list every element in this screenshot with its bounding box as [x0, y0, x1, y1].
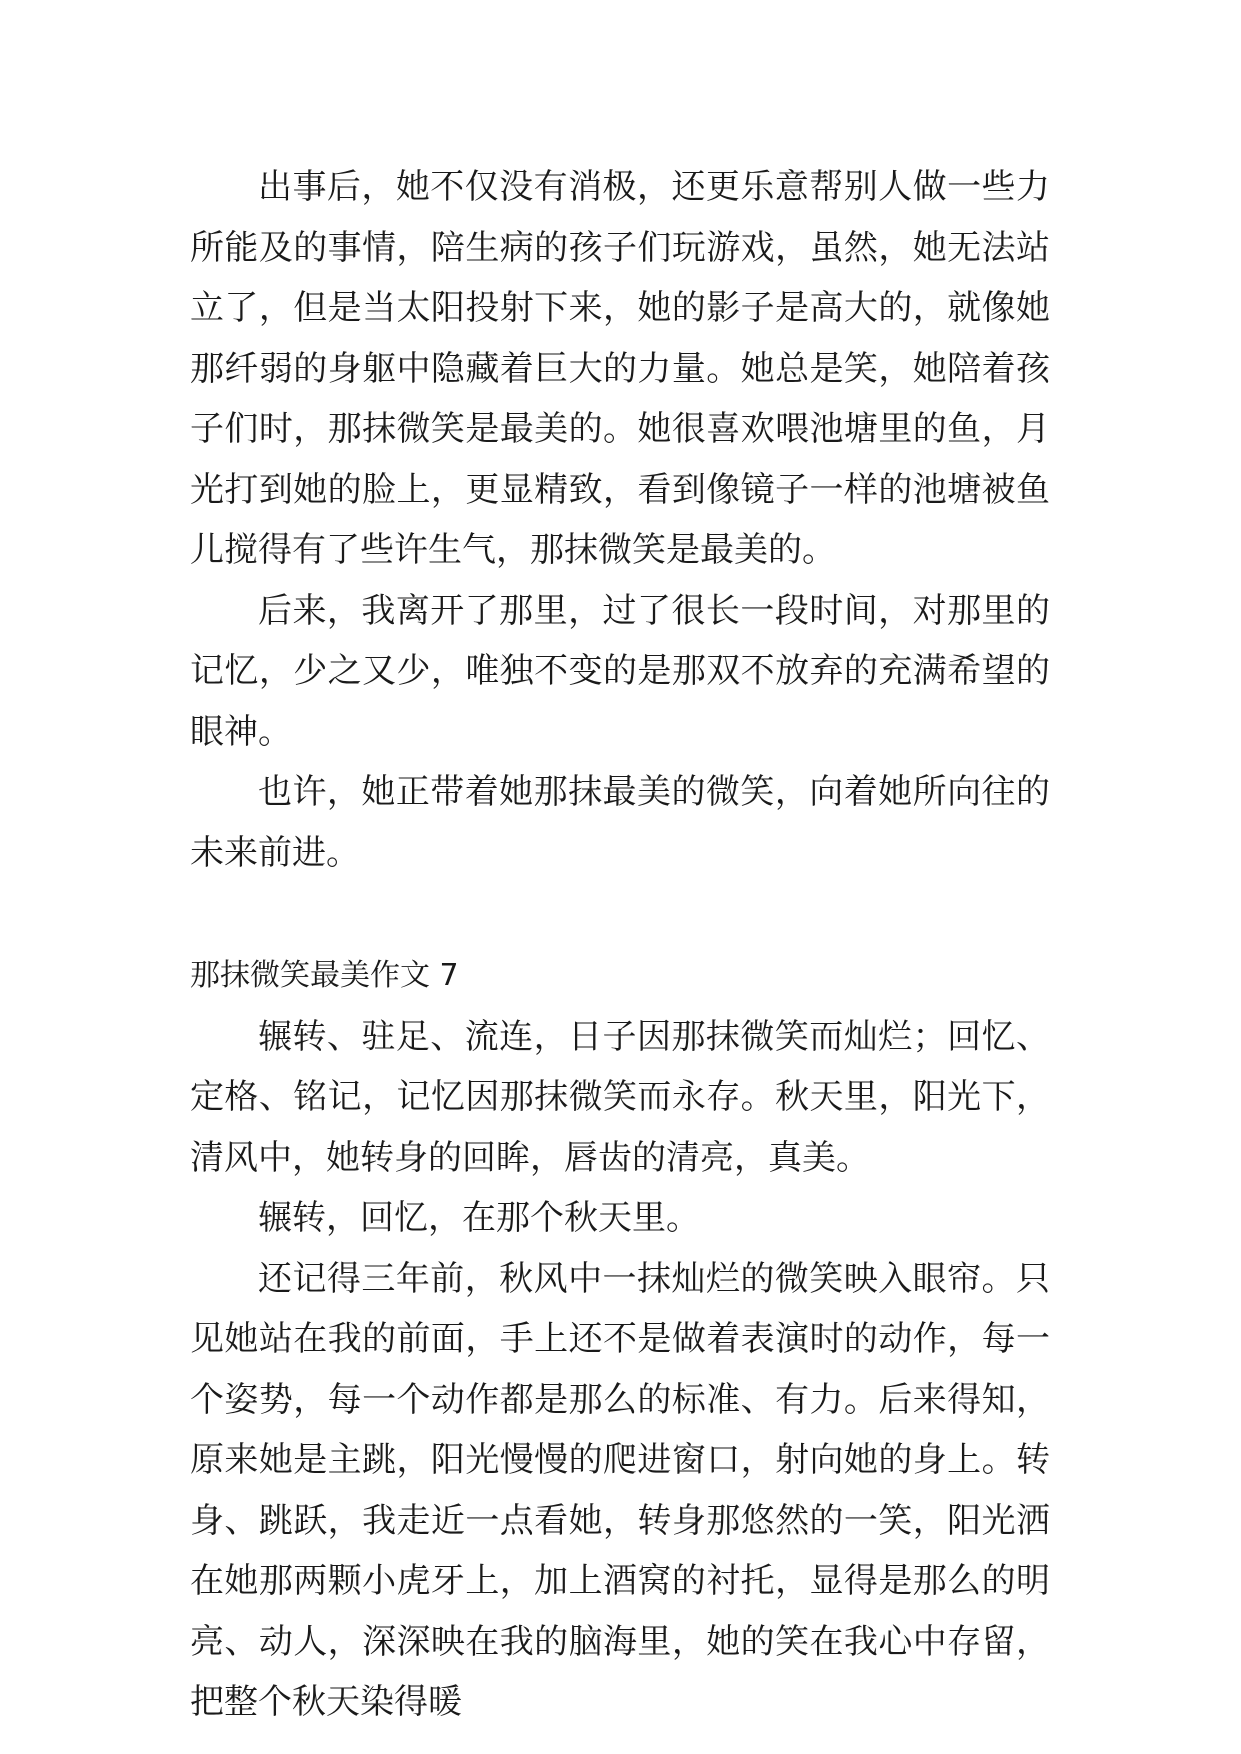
body-paragraph: 后来，我离开了那里，过了很长一段时间，对那里的记忆，少之又少，唯独不变的是那双不放弃的充满希望的眼神。 — [190, 590, 1050, 752]
document-body — [190, 157, 1050, 1733]
body-paragraph: 也许，她正带着她那抹最美的微笑，向着她所向往的未来前进。 — [190, 772, 1050, 873]
body-paragraph: 出事后，她不仅没有消极，还更乐意帮别人做一些力所能及的事情，陪生病的孩子们玩游戏，虽然，她无法站立了，但是当太阳投射下来，她的影子是高大的，就像她那纤弱的身躯中隐藏着巨大的力量。她总是笑，她陪着孩子们时，那抹微笑是最美的。她很喜欢喂池塘里的鱼，月光打到她的脸上，更显精致，看到像镜子一样的池塘被鱼儿搅得有了些许生气，那抹微笑是最美的。 — [190, 167, 1050, 570]
body-paragraph: 还记得三年前，秋风中一抹灿烂的微笑映入眼帘。只见她站在我的前面，手上还不是做着表演时的动作，每一个姿势，每一个动作都是那么的标准、有力。后来得知，原来她是主跳，阳光慢慢的爬进窗口，射向她的身上。转身、跳跃，我走近一点看她，转身那悠然的一笑，阳光洒在她那两颗小虎牙上，加上酒窝的衬托，显得是那么的明亮、动人，深深映在我的脑海里，她的笑在我心中存留，把整个秋天染得暖 — [190, 1258, 1050, 1722]
section-title: 那抹微笑最美作文 7 — [190, 958, 459, 993]
body-paragraph: 辗转、驻足、流连，日子因那抹微笑而灿烂；回忆、定格、铭记，记忆因那抹微笑而永存。秋天里，阳光下，清风中，她转身的回眸，唇齿的清亮，真美。 — [190, 1016, 1050, 1178]
body-paragraph: 辗转，回忆，在那个秋天里。 — [258, 1198, 700, 1238]
